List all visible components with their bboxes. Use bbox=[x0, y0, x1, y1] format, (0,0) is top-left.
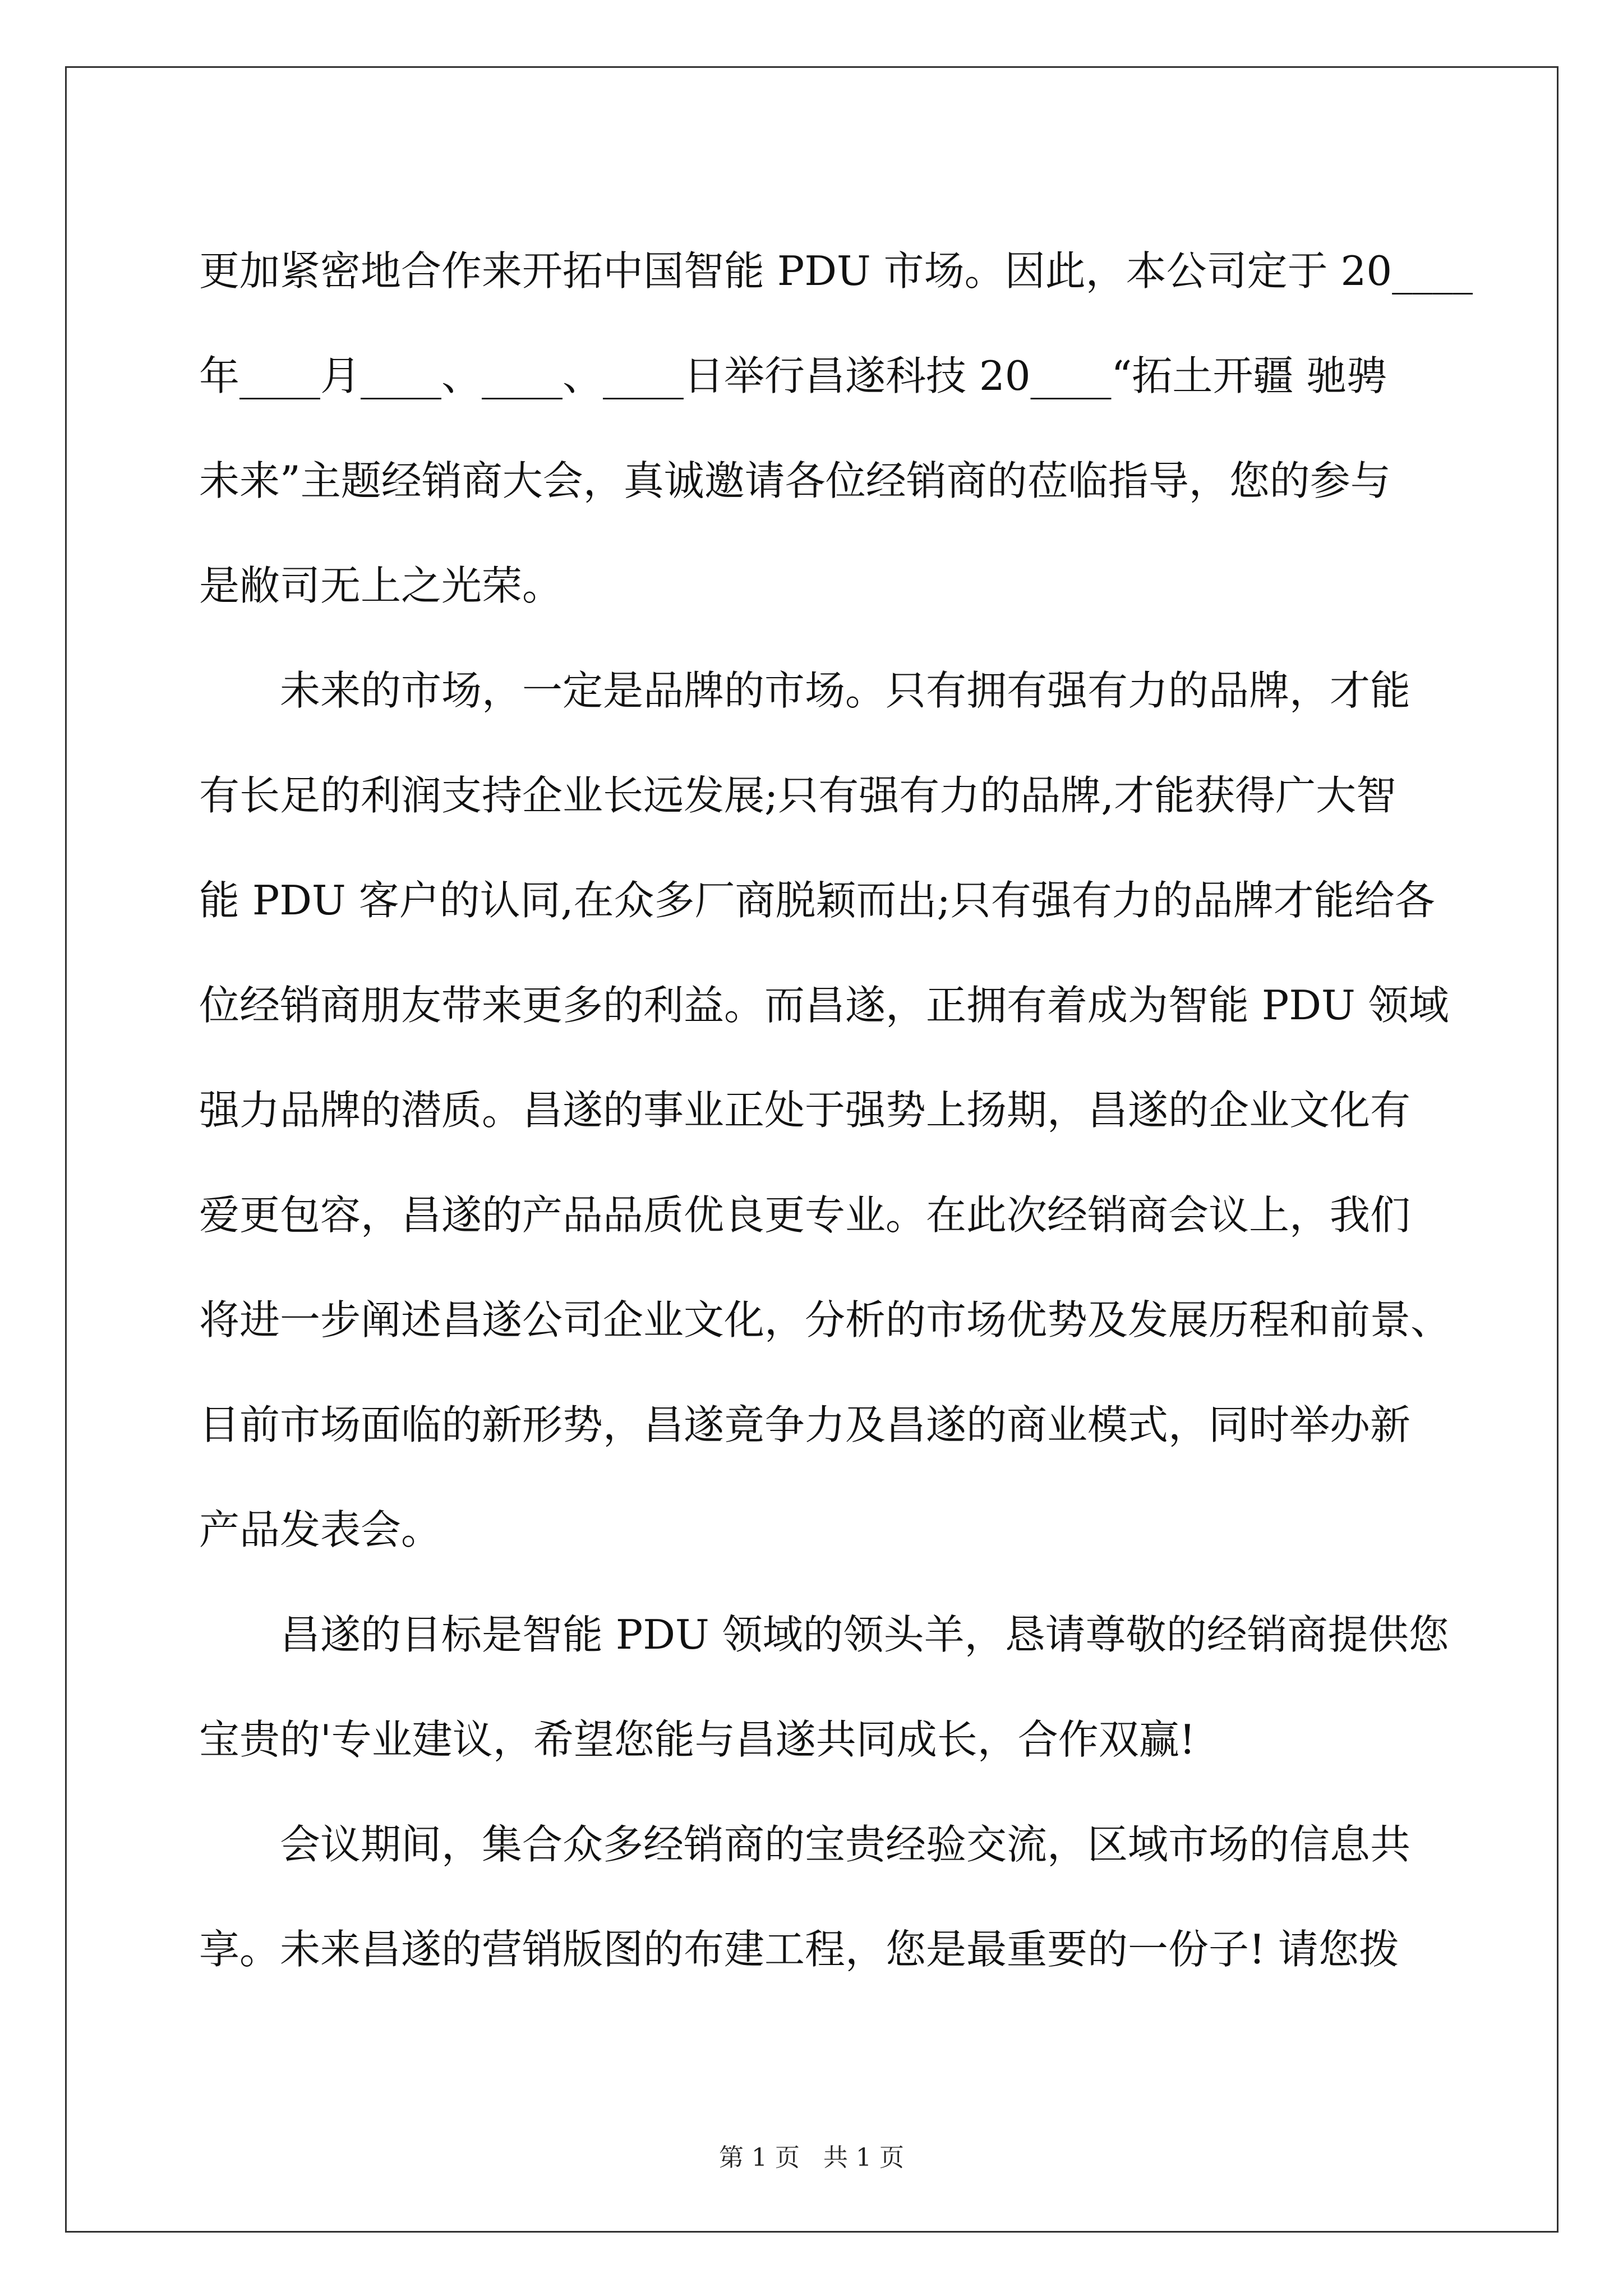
text-line: 昌遂的目标是智能 PDU 领域的领头羊，恳请尊敬的经销商提供您 bbox=[280, 1611, 1449, 1658]
text-line: 未来”主题经销商大会，真诚邀请各位经销商的莅临指导，您的参与 bbox=[199, 457, 1391, 504]
text-line: 产品发表会。 bbox=[199, 1506, 442, 1553]
text-line: 更加紧密地合作来开拓中国智能 PDU 市场。因此，本公司定于 20____ bbox=[199, 247, 1473, 295]
text-line: 目前市场面临的新形势，昌遂竟争力及昌遂的商业模式，同时举办新 bbox=[199, 1401, 1411, 1448]
text-line: 爱更包容，昌遂的产品品质优良更专业。在此次经销商会议上，我们 bbox=[199, 1191, 1411, 1239]
text-line: 享。未来昌遂的营销版图的布建工程，您是最重要的一份子! 请您拨 bbox=[199, 1926, 1399, 1973]
text-line: 位经销商朋友带来更多的利益。而昌遂，正拥有着成为智能 PDU 领域 bbox=[199, 982, 1449, 1029]
text-line: 将进一步阐述昌遂公司企业文化，分析的市场优势及发展历程和前景、 bbox=[199, 1296, 1451, 1343]
text-line: 会议期间，集合众多经销商的宝贵经验交流，区域市场的信息共 bbox=[280, 1821, 1411, 1868]
text-line: 年____月____、____、____日举行昌遂科技 20____“拓土开疆 驰骋 bbox=[199, 352, 1387, 399]
text-line: 强力品牌的潜质。昌遂的事业正处于强势上扬期，昌遂的企业文化有 bbox=[199, 1087, 1411, 1134]
page-number-footer: 第 1 页 共 1 页 bbox=[719, 2143, 904, 2172]
text-line: 有长足的利润支持企业长远发展;只有强有力的品牌,才能获得广大智 bbox=[199, 772, 1397, 819]
document-body bbox=[199, 219, 1473, 2002]
text-line: 宝贵的'专业建议，希望您能与昌遂共同成长，合作双赢! bbox=[199, 1716, 1196, 1763]
text-line: 能 PDU 客户的认同,在众多厂商脱颖而出;只有强有力的品牌才能给各 bbox=[199, 877, 1435, 924]
text-line: 是敝司无上之光荣。 bbox=[199, 562, 563, 609]
text-line: 未来的市场，一定是品牌的市场。只有拥有强有力的品牌，才能 bbox=[280, 667, 1411, 714]
